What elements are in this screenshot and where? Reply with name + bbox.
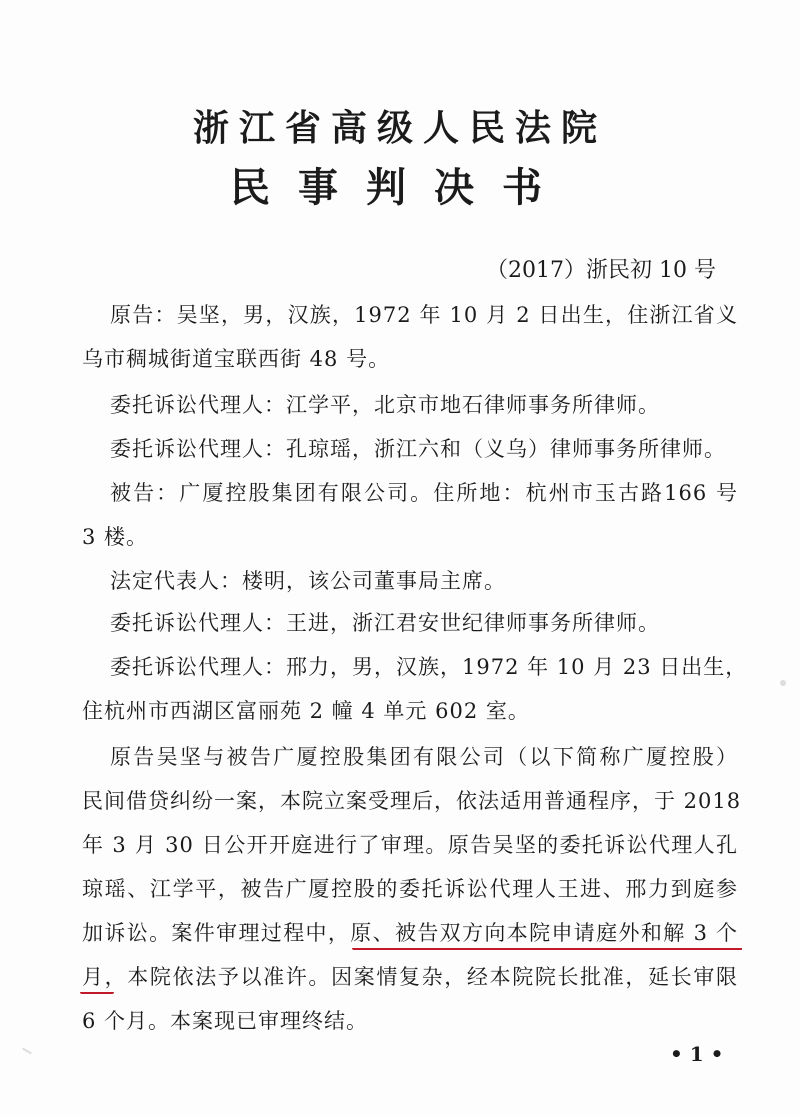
page-number: • 1 • <box>670 1042 724 1066</box>
body-line-7: 6 个月。本案现已审理终结。 <box>82 1009 369 1033</box>
body-line-4: 琼瑶、江学平，被告广厦控股的委托诉讼代理人王进、邢力到庭参 <box>82 877 738 901</box>
body-line-2: 民间借贷纠纷一案，本院立案受理后，依法适用普通程序，于 2018 <box>82 789 742 813</box>
legal-representative: 法定代表人：楼明，该公司董事局主席。 <box>110 569 506 593</box>
defendant-agent-2-line-1: 委托诉讼代理人：邢力，男，汉族，1972 年 10 月 23 日出生， <box>110 655 748 679</box>
scan-artifact-dot <box>780 680 786 686</box>
scan-artifact-mark <box>22 1048 32 1055</box>
document-type-title: 民事判决书 <box>230 164 570 211</box>
defendant-agent-2-line-2: 住杭州市西湖区富丽苑 2 幢 4 单元 602 室。 <box>82 699 530 723</box>
body-line-1: 原告吴坚与被告广厦控股集团有限公司（以下简称广厦控股） <box>110 745 738 769</box>
court-name: 浙江省高级人民法院 <box>192 107 607 149</box>
plaintiff-line-1: 原告：吴坚，男，汉族，1972 年 10 月 2 日出生，住浙江省义 <box>110 303 738 327</box>
plaintiff-line-2: 乌市稠城街道宝联西街 48 号。 <box>82 347 391 371</box>
defendant-agent-1: 委托诉讼代理人：王进，浙江君安世纪律师事务所律师。 <box>110 611 660 635</box>
red-underline-annotation <box>352 948 742 950</box>
defendant-line-1: 被告：广厦控股集团有限公司。住所地：杭州市玉古路166 号 <box>110 481 738 505</box>
body-line-6: 月，本院依法予以准许。因案情复杂，经本院院长批准，延长审限 <box>82 965 738 989</box>
red-underline-annotation-end <box>80 992 114 994</box>
body-line-3: 年 3 月 30 日公开开庭进行了审理。原告吴坚的委托诉讼代理人孔 <box>82 833 738 857</box>
plaintiff-agent-2: 委托诉讼代理人：孔琼瑶，浙江六和（义乌）律师事务所律师。 <box>110 437 726 461</box>
body-line-5: 加诉讼。案件审理过程中，原、被告双方向本院申请庭外和解 3 个 <box>82 921 738 945</box>
defendant-line-2: 3 楼。 <box>82 525 149 549</box>
plaintiff-agent-1: 委托诉讼代理人：江学平，北京市地石律师事务所律师。 <box>110 393 660 417</box>
case-number: （2017）浙民初 10 号 <box>486 258 716 283</box>
